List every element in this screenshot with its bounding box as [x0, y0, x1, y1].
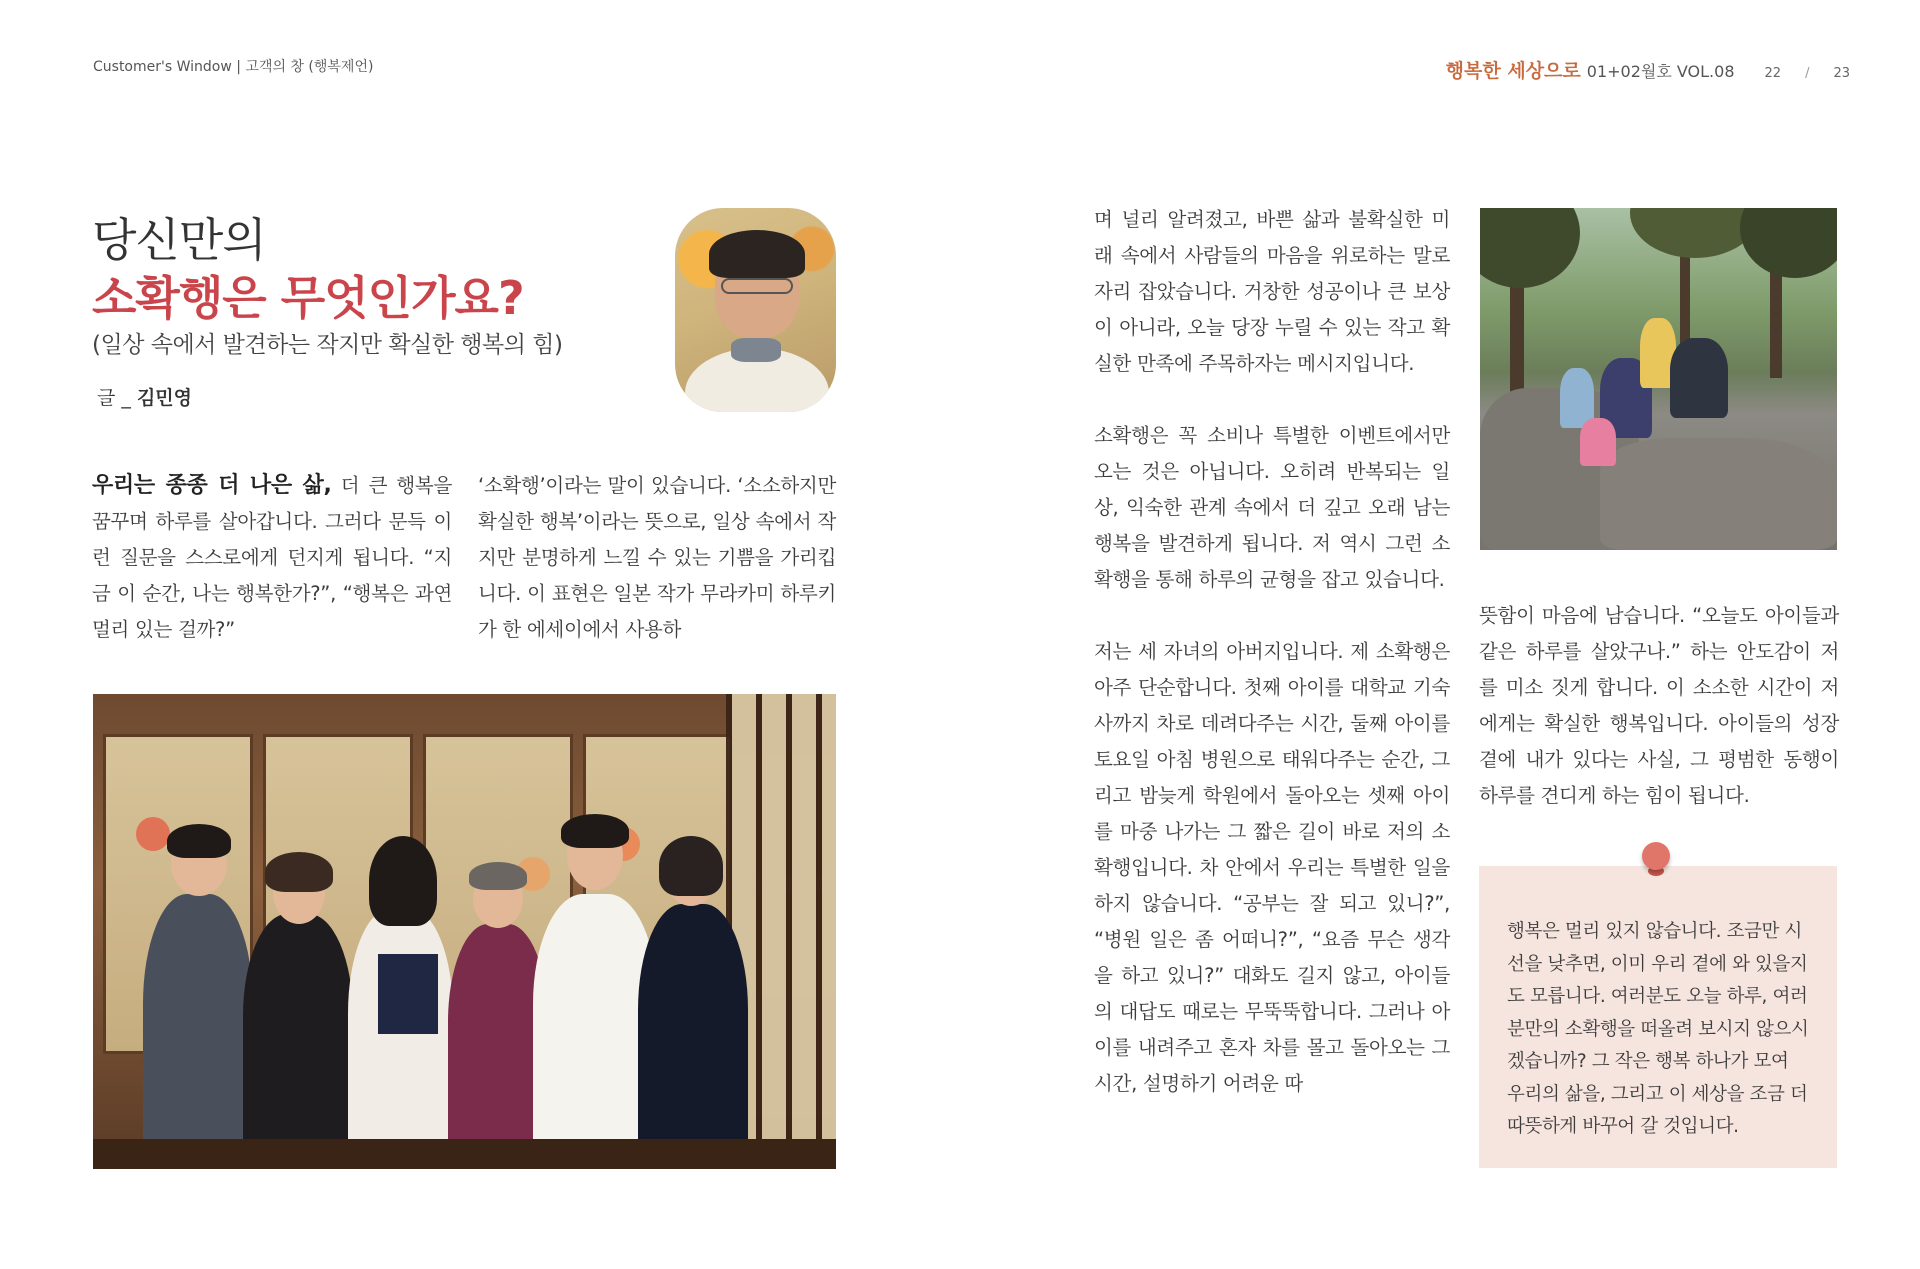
- person-hair: [469, 862, 527, 890]
- col4-paragraph: 뜻함이 마음에 남습니다. “오늘도 아이들과 같은 하루를 살았구나.” 하는 안도감이 저를 미소 짓게 합니다. 이 소소한 시간이 저에게는 확실한 행복입니다. 아이들의 성장 곁에 내가 있다는 사실, 그 평범한 동행이 하루를 견디게 하는 힘이 됩니다.: [1479, 604, 1839, 807]
- col3-paragraph-1: 며 널리 알려졌고, 바쁜 삶과 불확실한 미래 속에서 사람들의 마음을 위로하는 말로 자리 잡았습니다. 거창한 성공이나 큰 보상이 아니라, 오늘 당장 누릴 수 있는 작고 확실한 만족에 주목하자는 메시지입니다.: [1094, 208, 1450, 375]
- col1-text: 더 큰 행복을 꿈꾸며 하루를 살아갑니다. 그러다 문득 이런 질문을 스스로에게 던지게 됩니다. “지금 이 순간, 나는 행복한가?”, “행복은 과연 멀리 있는 걸까?”: [92, 474, 452, 641]
- note-text: 행복은 멀리 있지 않습니다. 조금만 시선을 낮추면, 이미 우리 곁에 와 있을지도 모릅니다. 여러분도 오늘 하루, 여러분만의 소확행을 떠올려 보시지 않으시겠습니까? 그 작은 행복 하나가 모여 우리의 삶을, 그리고 이 세상을 조금 더 따뜻하게 바꾸어 갈 것입니다.: [1507, 921, 1809, 1137]
- col3-paragraph-3: 저는 세 자녀의 아버지입니다. 제 소확행은 아주 단순합니다. 첫째 아이를 대학교 기숙사까지 차로 데려다주는 시간, 둘째 아이를 토요일 아침 병원으로 태워다주는 순간, 그리고 밤늦게 학원에서 돌아오는 셋째 아이를 마중 나가는 그 짧은 길이 바로 저의 소확행입니다. 차 안에서 우리는 특별한 일을 하지 않습니다. “공부는 잘 되고 있니?”, “병원 일은 좀 어떠니?”, “요즘 무슨 생각을 하고 있니?” 대화도 길지 않고, 아이들의 대답도 때로는 무뚝뚝합니다. 그러나 아이를 내려주고 혼자 차를 몰고 돌아오는 그 시간, 설명하기 어려운 따: [1094, 640, 1450, 1095]
- person-hair: [167, 824, 231, 858]
- tree-canopy: [1740, 208, 1837, 278]
- portrait-glasses: [721, 278, 793, 294]
- col1-paragraph: [92, 468, 452, 648]
- body-column-2: [478, 468, 836, 648]
- person-3: [348, 909, 453, 1169]
- article-subtitle: (일상 속에서 발견하는 작지만 확실한 행복의 힘): [92, 332, 563, 358]
- hiker-adult: [1670, 338, 1728, 418]
- col3-paragraph-2: 소확행은 꼭 소비나 특별한 이벤트에서만 오는 것은 아닙니다. 오히려 반복되는 일상, 익숙한 관계 속에서 더 깊고 오래 남는 행복을 발견하게 됩니다. 저 역시 그런 소확행을 통해 하루의 균형을 잡고 있습니다.: [1094, 424, 1450, 591]
- pushpin-icon: [1642, 842, 1670, 870]
- person-hair: [561, 814, 629, 848]
- page-number-right: 23: [1833, 66, 1850, 81]
- painted-flower: [136, 817, 170, 851]
- byline: [97, 383, 192, 410]
- body-column-1: [92, 468, 452, 648]
- portrait-collar: [731, 338, 781, 362]
- author-name: 김민영: [136, 387, 192, 409]
- portrait-photo: [675, 208, 836, 412]
- section-label: Customer's Window | 고객의 창 (행복제언): [93, 59, 374, 75]
- col2-paragraph: ‘소확행’이라는 말이 있습니다. ‘소소하지만 확실한 행복’이라는 뜻으로, 일상 속에서 작지만 분명하게 느낄 수 있는 기쁨을 가리킵니다. 이 표현은 일본 작가 무라카미 하루키가 한 에세이에서 사용하: [478, 474, 836, 641]
- byline-prefix: 글 _: [97, 387, 137, 409]
- hiker-child: [1580, 418, 1616, 466]
- person-6: [638, 904, 748, 1169]
- page-separator: /: [1805, 66, 1810, 81]
- person-hair: [265, 852, 333, 892]
- magazine-header: [1446, 56, 1850, 83]
- page-number-left: 22: [1764, 66, 1782, 81]
- person-2: [243, 914, 353, 1169]
- tree-canopy: [1480, 208, 1580, 288]
- person-hair: [369, 836, 437, 926]
- article-title-line1: 당신만의: [92, 213, 266, 267]
- body-column-4: [1479, 598, 1839, 814]
- family-photo: [93, 694, 836, 1169]
- issue-label: 01+02월호 VOL.08: [1586, 62, 1735, 81]
- magazine-name: 행복한 세상으로: [1445, 60, 1581, 82]
- article-title-line2: 소확행은 무엇인가요?: [92, 271, 524, 325]
- person-hair: [659, 836, 723, 896]
- pinned-note: [1479, 866, 1837, 1168]
- rock: [1600, 438, 1837, 550]
- hike-photo: [1480, 208, 1837, 550]
- body-column-3: [1094, 202, 1450, 1102]
- lead-in: 우리는 종종 더 나은 삶,: [92, 473, 332, 498]
- person-1: [143, 894, 253, 1169]
- certificate-folder: [378, 954, 438, 1034]
- portrait-hair: [709, 230, 805, 278]
- table: [93, 1139, 836, 1169]
